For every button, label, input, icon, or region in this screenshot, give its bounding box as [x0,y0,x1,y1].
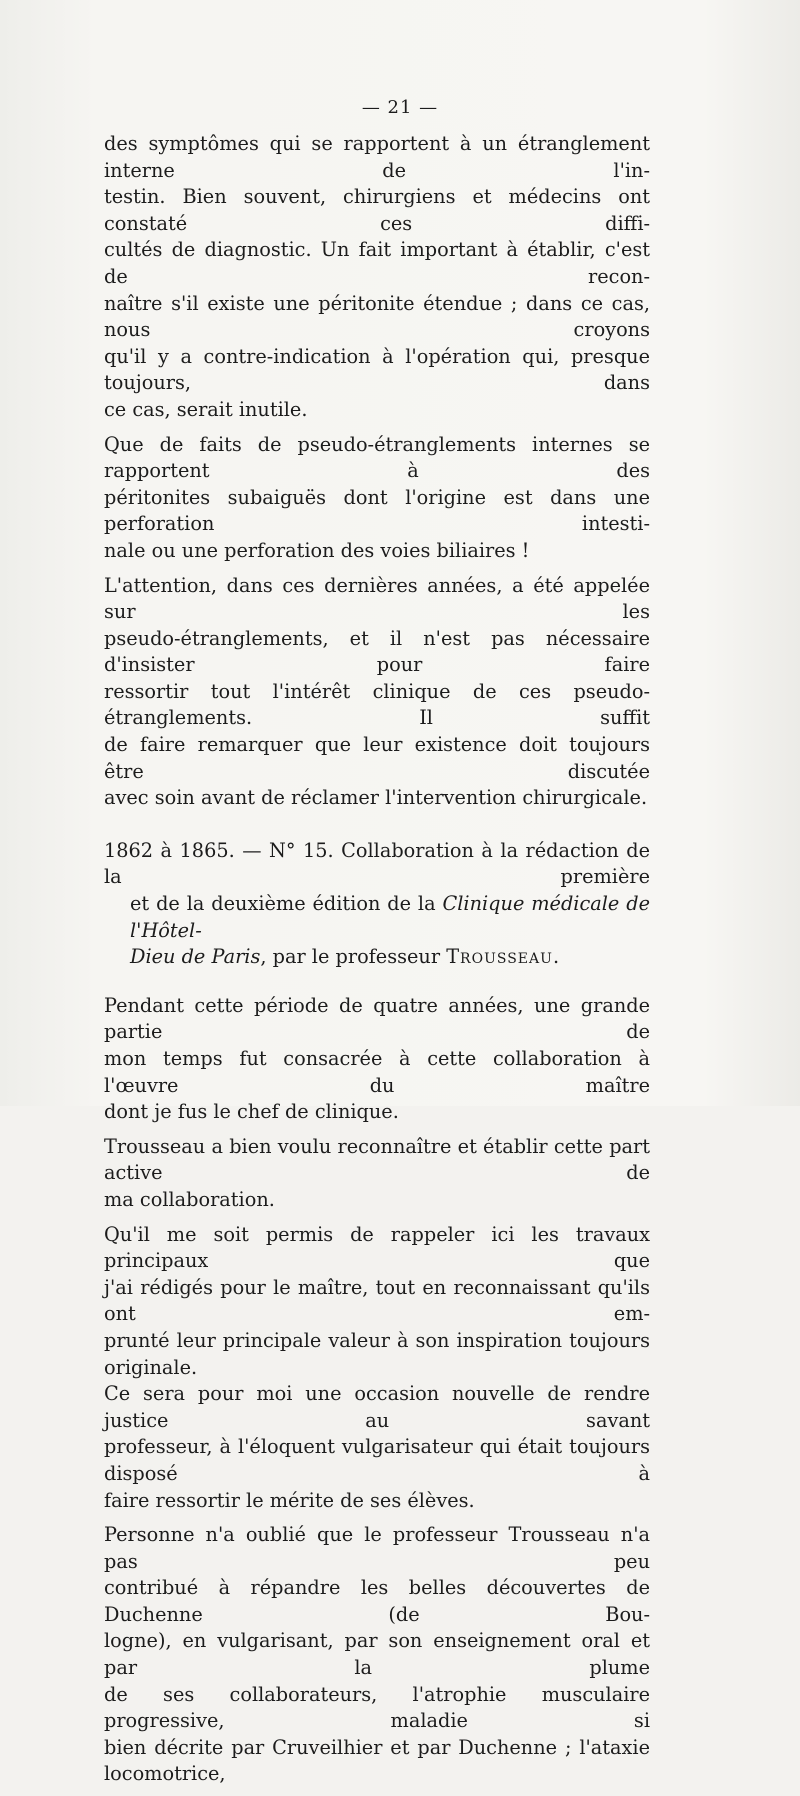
text-line: dont je fus le chef de clinique. [104,1100,399,1124]
text-line: Pendant cette période de quatre années, une grande partie de [104,993,650,1044]
text-line: de ses collaborateurs, l'atrophie musculaire progressive, maladie si [104,1682,650,1733]
text-line: bien décrite par Cruveilhier et par Duchenne ; l'ataxie locomotrice, [104,1735,650,1786]
text-line: pseudo-étranglements, et il n'est pas nécessaire d'insister pour faire [104,626,650,677]
paragraph [104,1134,650,1214]
page-body [104,131,650,1796]
text-line: ma collaboration. [104,1187,275,1211]
text-line: ressortir tout l'intérêt clinique de ces pseudo-étranglements. Il suffit [104,679,650,730]
author-name: Trousseau [446,945,553,969]
text-line: Qu'il me soit permis de rappeler ici les travaux principaux que [104,1222,650,1273]
text-line: Trousseau a bien voulu reconnaître et établir cette part active de [104,1134,650,1185]
book-title-part-2: Dieu de Paris [130,945,261,969]
text-line: logne), en vulgarisant, par son enseignement oral et par la plume [104,1629,650,1680]
text-block-2 [104,993,650,1788]
text-line: L'attention, dans ces dernières années, a été appelée sur les [104,573,650,624]
paragraph [104,1522,650,1788]
text-line: qu'il y a contre-indication à l'opération qui, presque toujours, dans [104,344,650,395]
section-heading-line-3: Dieu de Paris, par le professeur Trousseau. [130,945,560,969]
paragraph [104,573,650,812]
paragraph [104,1222,650,1515]
text-line: avec soin avant de réclamer l'intervention chirurgicale. [104,786,648,810]
text-line: professeur, à l'éloquent vulgarisateur qui était toujours disposé à [104,1435,650,1485]
text-block-1 [104,131,650,812]
page-number: — 21 — [361,97,439,118]
book-title-part-1: Clinique médicale de l'Hôtel- [130,892,650,942]
text-line: mon temps fut consacrée à cette collaboration à l'œuvre du maître [104,1047,650,1097]
text-line: j'ai rédigés pour le maître, tout en reconnaissant qu'ils ont em- [104,1275,650,1326]
text-line: de faire remarquer que leur existence doit toujours être discutée [104,733,650,783]
text-line: prunté leur principale valeur à son inspiration toujours originale. [104,1328,650,1379]
section-heading-line-1: 1862 à 1865. — N° 15. Collaboration à la rédaction de la première [104,838,650,889]
text-line: péritonites subaiguës dont l'origine est dans une perforation intesti- [104,485,650,536]
text-line: des symptômes qui se rapportent à un étranglement interne de l'in- [104,132,650,182]
paragraph [104,432,650,565]
section-heading-line-2: et de la deuxième édition de la Clinique médicale de l'Hôtel- [130,892,650,942]
text-line: naître s'il existe une péritonite étendue ; dans ce cas, nous croyons [104,291,650,342]
text-line: Que de faits de pseudo-étranglements internes se rapportent à des [104,432,650,483]
text-line: cultés de diagnostic. Un fait important à établir, c'est de recon- [104,238,650,288]
text-line: nale ou une perforation des voies biliaires ! [104,538,530,562]
paragraph [104,131,650,424]
text-line: Ce sera pour moi une occasion nouvelle de rendre justice au savant [104,1382,650,1432]
text-line: testin. Bien souvent, chirurgiens et médecins ont constaté ces diffi- [104,185,650,235]
section-heading [104,838,650,971]
text-line: Personne n'a oublié que le professeur Trousseau n'a pas peu [104,1523,650,1573]
text-line: ce cas, serait inutile. [104,397,308,421]
text-line: faire ressortir le mérite de ses élèves. [104,1488,475,1512]
text-line: contribué à répandre les belles découvertes de Duchenne (de Bou- [104,1576,650,1626]
